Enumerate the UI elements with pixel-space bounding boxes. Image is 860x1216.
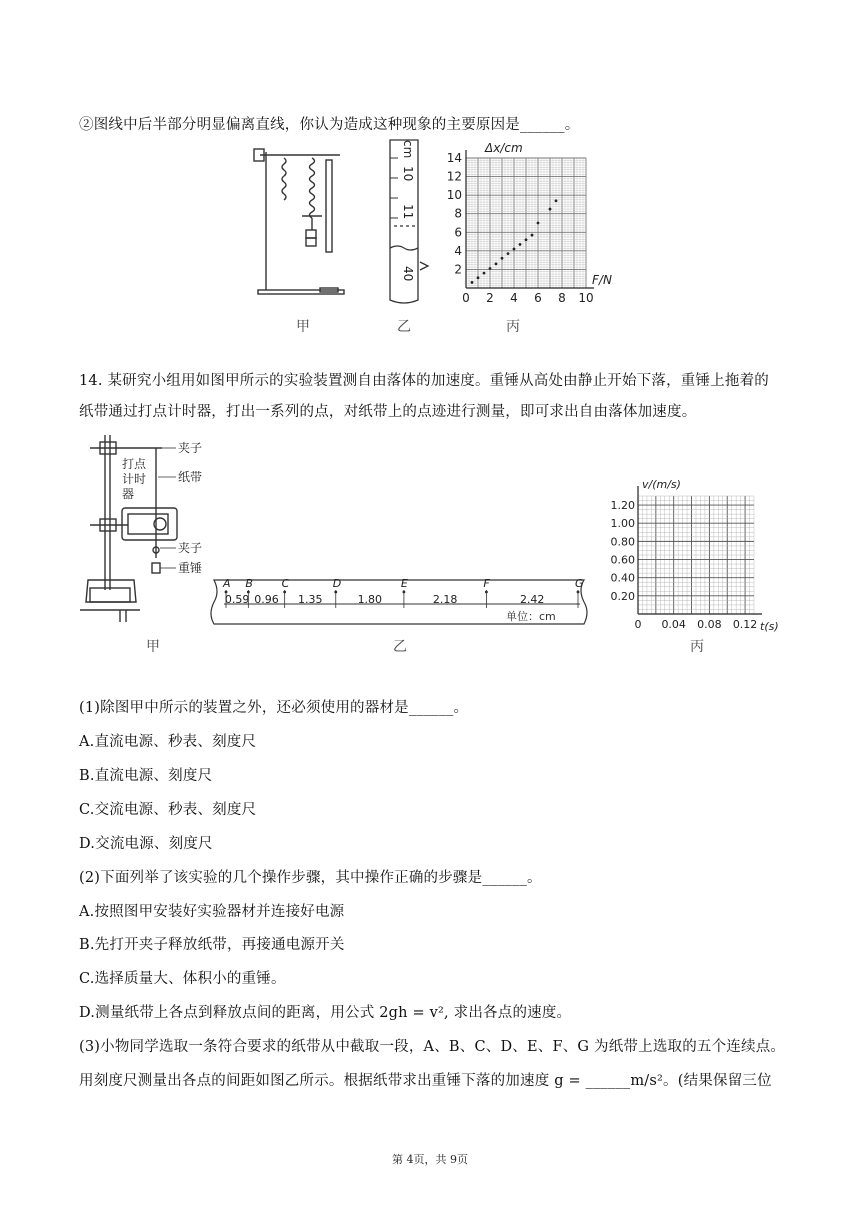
spring-stand-figure [240, 140, 350, 300]
data-point [471, 281, 474, 284]
x-tick-label: 4 [510, 291, 518, 305]
y-tick-label: 4 [454, 243, 462, 258]
q2-option-a: A.按照图甲安装好实验器材并连接好电源 [79, 904, 345, 920]
fig14-caption-jia: 甲 [146, 639, 160, 655]
y-axis-label: Δx/cm [485, 141, 523, 155]
v-tick-label: 1.00 [610, 517, 635, 531]
v-tick-label: 0.20 [610, 589, 635, 603]
weight-label: 重锤 [178, 561, 203, 575]
t-tick-label: 0 [634, 618, 642, 631]
tape-point-label: C [281, 577, 290, 590]
chart-grid [466, 150, 594, 288]
tape-point-label: B [245, 577, 253, 590]
data-point [519, 243, 522, 246]
clip-label-bottom: 夹子 [178, 541, 203, 555]
data-point [531, 234, 534, 237]
ruler-mark-11: 11 [401, 204, 415, 220]
data-point [513, 248, 516, 251]
data-point [501, 257, 504, 260]
velocity-time-grid [596, 476, 796, 636]
q2-option-c: C.选择质量大、体积小的重锤。 [79, 971, 286, 987]
q2-option-d: D.测量纸带上各点到释放点间的距离，用公式 2gh = v², 求出各点的速度。 [79, 1005, 572, 1021]
data-point [477, 276, 480, 279]
paper-tape-figure [206, 572, 592, 632]
q1-option-c: C.交流电源、秒表、刻度尺 [79, 802, 257, 818]
q1-stem: (1)除图甲中所示的装置之外，还必须使用的器材是______。 [79, 700, 469, 716]
tape-point-label: E [400, 577, 408, 590]
tape-point-label: A [223, 577, 231, 590]
page-footer: 第 4页，共 9页 [392, 1153, 468, 1166]
v-tick-label: 1.20 [610, 499, 635, 513]
t-tick-label: 0.08 [697, 618, 722, 631]
timer-label-1: 打点 [122, 457, 147, 471]
v-tick-label: 0.40 [610, 571, 635, 585]
q1-option-a: A.直流电源、秒表、刻度尺 [79, 734, 257, 750]
tape-gap-label: 0.59 [224, 593, 250, 606]
v-tick-label: 0.60 [610, 553, 635, 567]
data-point [537, 222, 540, 225]
x-tick-label: 0 [462, 291, 470, 305]
y-tick-label: 8 [454, 206, 462, 221]
data-point [549, 208, 552, 211]
data-point [555, 199, 558, 202]
x-tick-label: 8 [558, 291, 566, 305]
clip-label-top: 夹子 [178, 441, 203, 455]
free-fall-apparatus-figure [80, 430, 215, 630]
x-axis-label: F/N [592, 273, 612, 287]
t-tick-label: 0.04 [661, 618, 686, 631]
fig13-caption-bing: 丙 [506, 319, 520, 335]
tape-unit-label: 单位：cm [506, 610, 556, 623]
q2-stem: (2)下面列举了该实验的几个操作步骤，其中操作正确的步骤是______。 [79, 870, 542, 886]
timer-label-2: 计时 [122, 472, 147, 486]
t-axis-label: t(s) [760, 620, 779, 633]
data-point [495, 262, 498, 265]
q2-option-b: B.先打开夹子释放纸带，再接通电源开关 [79, 937, 345, 953]
v-tick-label: 0.80 [610, 535, 635, 549]
q14-stem-line2: 纸带通过打点计时器，打出一系列的点，对纸带上的点迹进行测量，即可求出自由落体加速度。 [79, 404, 697, 420]
q3-stem-line1: (3)小物同学选取一条符合要求的纸带从中截取一段，A、B、C、D、E、F、G 为纸带上选取的五个连续点。 [79, 1039, 786, 1055]
tape-gap-label: 2.42 [519, 593, 545, 606]
tape-gap-label: 1.80 [357, 593, 383, 606]
fig14-caption-bing: 丙 [690, 639, 704, 655]
fig13-caption-jia: 甲 [296, 319, 310, 335]
y-tick-label: 14 [446, 151, 462, 165]
t-tick-label: 0.12 [732, 618, 758, 631]
paper-tape-label: 纸带 [178, 470, 203, 484]
ruler-unit-label: cm [401, 140, 415, 159]
tape-point-label: D [332, 577, 342, 590]
x-tick-label: 6 [534, 291, 542, 305]
q14-stem-line1: 14. 某研究小组用如图甲所示的实验装置测自由落体的加速度。重锤从高处由静止开始下落，重锤上拖着的 [79, 373, 769, 389]
q3-stem-line2: 用刻度尺测量出各点的间距如图乙所示。根据纸带求出重锤下落的加速度 g = ______m/s²。(结果保留三位 [79, 1073, 772, 1089]
y-tick-label: 6 [454, 225, 462, 240]
delta-x-vs-force-chart [440, 136, 630, 311]
q13-subquestion-2: ②图线中后半部分明显偏离直线，你认为造成这种现象的主要原因是______。 [79, 117, 580, 133]
ruler-mark-40: 40 [401, 266, 415, 282]
data-point [489, 267, 492, 270]
data-point [483, 272, 486, 275]
tape-gap-label: 0.96 [254, 593, 279, 606]
data-point [525, 238, 528, 241]
y-tick-label: 12 [446, 169, 462, 184]
y-tick-label: 10 [446, 188, 462, 203]
tape-gap-label: 1.35 [297, 593, 323, 606]
q1-option-d: D.交流电源、刻度尺 [79, 836, 213, 852]
v-axis-label: v/(m/s) [642, 478, 681, 491]
ruler-mark-10: 10 [401, 166, 415, 182]
data-point [507, 252, 510, 255]
x-tick-label: 10 [578, 291, 594, 305]
tape-point-label: G [575, 577, 584, 590]
q1-option-b: B.直流电源、刻度尺 [79, 768, 213, 784]
tape-gap-label: 2.18 [432, 593, 458, 606]
y-tick-label: 2 [454, 262, 462, 277]
timer-label-3: 器 [122, 487, 135, 501]
fig14-caption-yi: 乙 [393, 639, 407, 655]
ruler-figure [384, 138, 434, 308]
vt-grid-lines [638, 486, 762, 614]
tape-point-label: F [483, 577, 490, 590]
fig13-caption-yi: 乙 [397, 319, 411, 335]
x-tick-label: 2 [486, 291, 494, 305]
